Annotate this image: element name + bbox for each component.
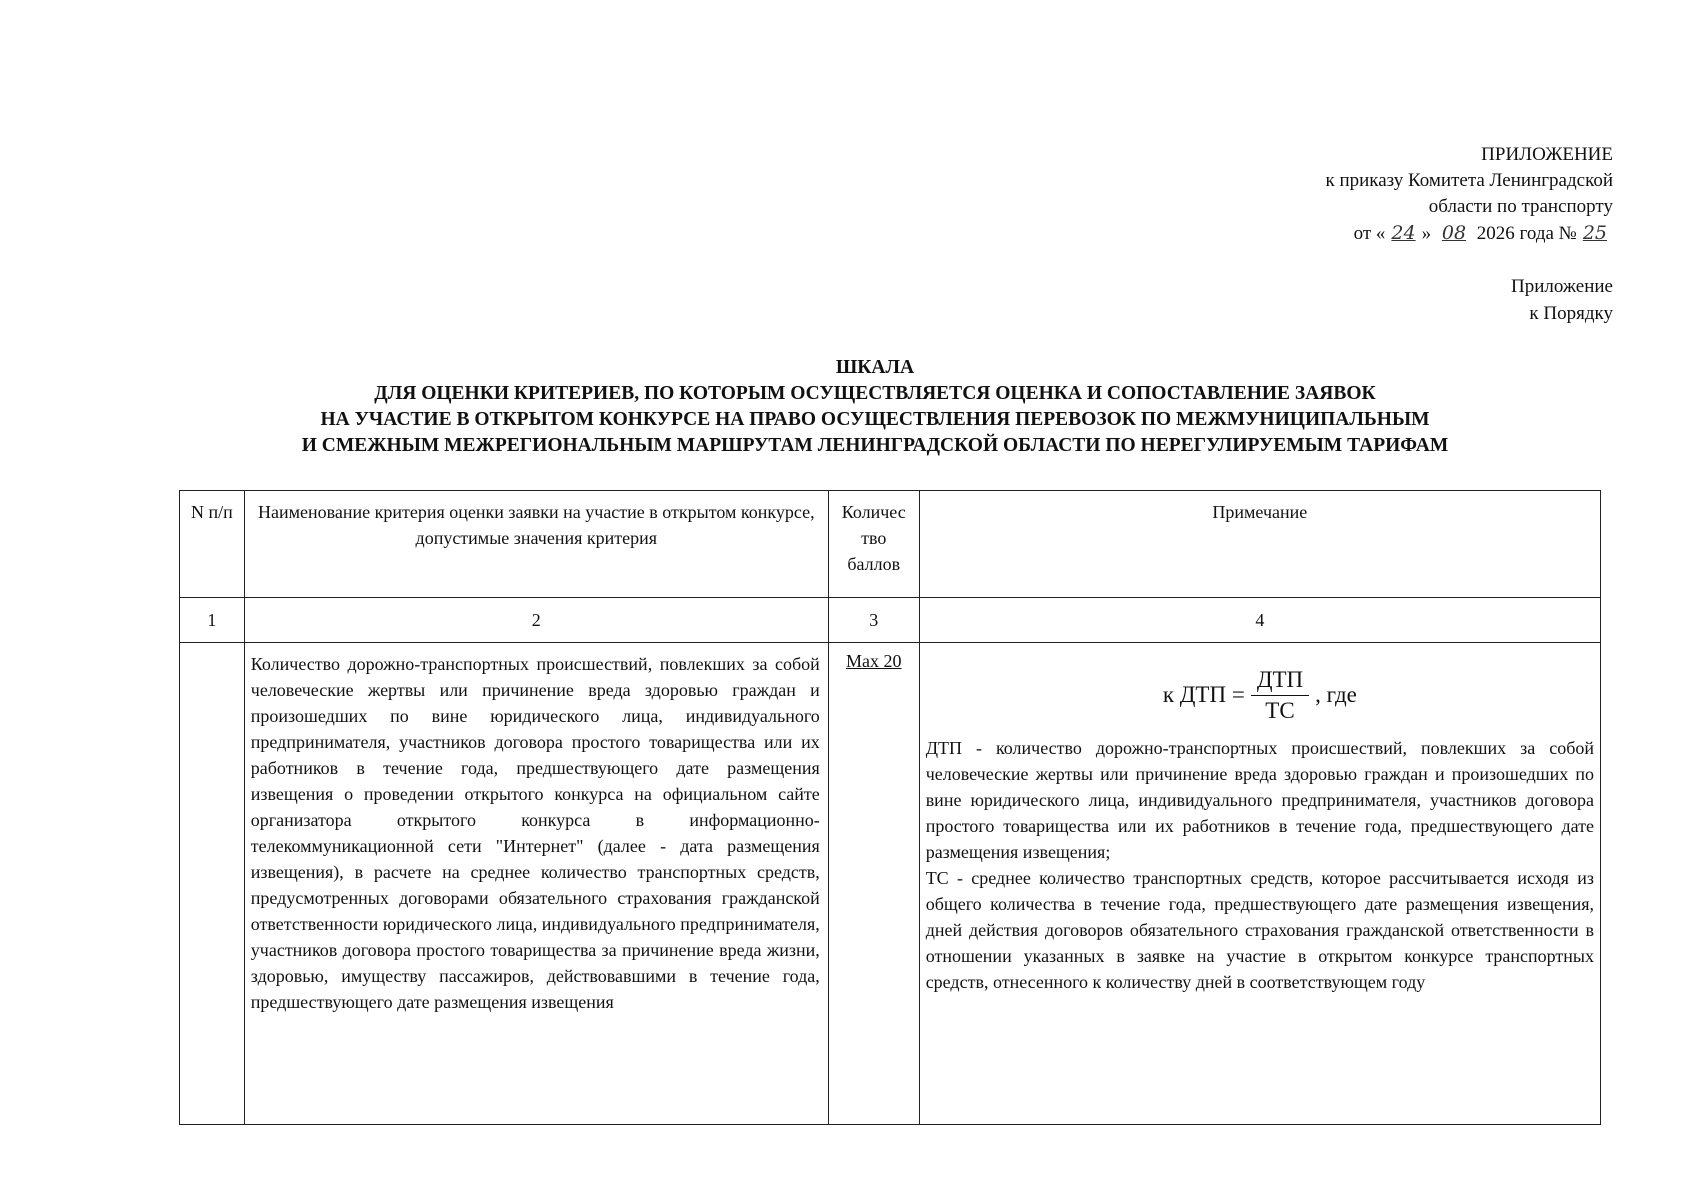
appendix-title: ПРИЛОЖЕНИЕ bbox=[1481, 144, 1613, 165]
procedure-appendix-line2: к Порядку bbox=[1529, 303, 1613, 324]
criteria-scale-table bbox=[179, 490, 1601, 1125]
order-month-handwritten: 08 bbox=[1441, 222, 1467, 244]
title-line-4: И СМЕЖНЫМ МЕЖРЕГИОНАЛЬНЫМ МАРШРУТАМ ЛЕНИНГРАДСКОЙ ОБЛАСТИ ПО НЕРЕГУЛИРУЕМЫМ ТАРИФАМ bbox=[301, 435, 1449, 456]
order-date-line bbox=[1325, 220, 1613, 247]
order-number-handwritten: 25 bbox=[1582, 222, 1607, 244]
table-column-numbers-row bbox=[180, 598, 1601, 643]
header-cell-criterion: Наименование критерия оценки заявки на участие в открытом конкурсе, допустимые значения критерия bbox=[244, 491, 828, 598]
header-cell-note: Примечание bbox=[919, 491, 1600, 598]
criterion-cell bbox=[244, 643, 828, 1125]
criterion-text: Количество дорожно-транспортных происшествий, повлекших за собой человеческие жертвы или причинение вреда здоровью граждан и произошедших по вине юридического лица, индивидуального предпринимателя, участников договора простого товарищества или их работников в течение года, предшествующего дате размещения извещения о проведении открытого конкурса на официальном сайте организатора открытого конкурса в информационно-телекоммуникационной сети "Интернет" (далее - дата размещения извещения), в расчете на среднее количество транспортных средств, предусмотренных договорами обязательного страхования гражданской ответственности юридического лица, индивидуального предпринимателя, участников договора простого товарищества за причинение вреда жизни, здоровью, имуществу пассажиров, действовавшими в течение года, предшествующего дате размещения извещения bbox=[250, 654, 820, 1012]
table-row bbox=[180, 643, 1601, 1125]
note-dtp-definition: ДТП - количество дорожно-транспортных происшествий, повлекших за собой человеческие жертвы или причинение вреда здоровью граждан и произошедших по вине юридического лица, индивидуального предпринимателя, участников договора простого товарищества или их работников в течение года, предшествующего дате размещения извещения; bbox=[925, 738, 1594, 862]
title-line-3: НА УЧАСТИЕ В ОТКРЫТОМ КОНКУРСЕ НА ПРАВО ОСУЩЕСТВЛЕНИЯ ПЕРЕВОЗОК ПО МЕЖМУНИЦИПАЛЬНЫМ bbox=[320, 409, 1430, 430]
formula-fraction bbox=[1251, 665, 1309, 726]
order-date-prefix: от « bbox=[1353, 223, 1386, 244]
points-cell bbox=[828, 643, 919, 1125]
order-reference-line1: к приказу Комитета Ленинградской bbox=[1325, 170, 1613, 191]
formula-lhs: к ДТП = bbox=[1162, 682, 1245, 707]
column-number-3: 3 bbox=[828, 598, 919, 643]
note-ts-definition: ТС - среднее количество транспортных средств, которое рассчитывается исходя из общего количества в течение года, предшествующего дате размещения извещения, дней действия договоров обязательного страхования гражданской ответственности в отношении указанных в заявке на участие в открытом конкурсе транспортных средств, отнесенного к количеству дней в соответствующем году bbox=[925, 868, 1594, 992]
max-points: Max 20 bbox=[845, 651, 902, 671]
table-header-row bbox=[180, 491, 1601, 598]
row-index-cell bbox=[180, 643, 245, 1125]
formula-suffix: , где bbox=[1315, 682, 1357, 707]
order-date-mid: » bbox=[1421, 223, 1436, 244]
note-cell bbox=[919, 643, 1600, 1125]
appendix-header bbox=[1325, 142, 1613, 247]
column-number-2: 2 bbox=[244, 598, 828, 643]
title-line-2: ДЛЯ ОЦЕНКИ КРИТЕРИЕВ, ПО КОТОРЫМ ОСУЩЕСТВЛЯЕТСЯ ОЦЕНКА И СОПОСТАВЛЕНИЕ ЗАЯВОК bbox=[374, 383, 1376, 404]
formula bbox=[920, 643, 1600, 735]
formula-denominator: ТС bbox=[1265, 697, 1295, 723]
document-title bbox=[0, 355, 1698, 459]
order-reference-line2: области по транспорту bbox=[1428, 196, 1613, 217]
order-year-text: 2026 года № bbox=[1472, 223, 1577, 244]
procedure-appendix-line1: Приложение bbox=[1511, 276, 1613, 297]
header-cell-index: N п/п bbox=[180, 491, 245, 598]
header-cell-points: Количес тво баллов bbox=[828, 491, 919, 598]
formula-numerator: ДТП bbox=[1251, 665, 1309, 696]
column-number-4: 4 bbox=[919, 598, 1600, 643]
order-day-handwritten: 24 bbox=[1391, 222, 1416, 244]
procedure-appendix-header bbox=[1511, 273, 1613, 327]
title-line-1: ШКАЛА bbox=[835, 357, 915, 378]
column-number-1: 1 bbox=[180, 598, 245, 643]
